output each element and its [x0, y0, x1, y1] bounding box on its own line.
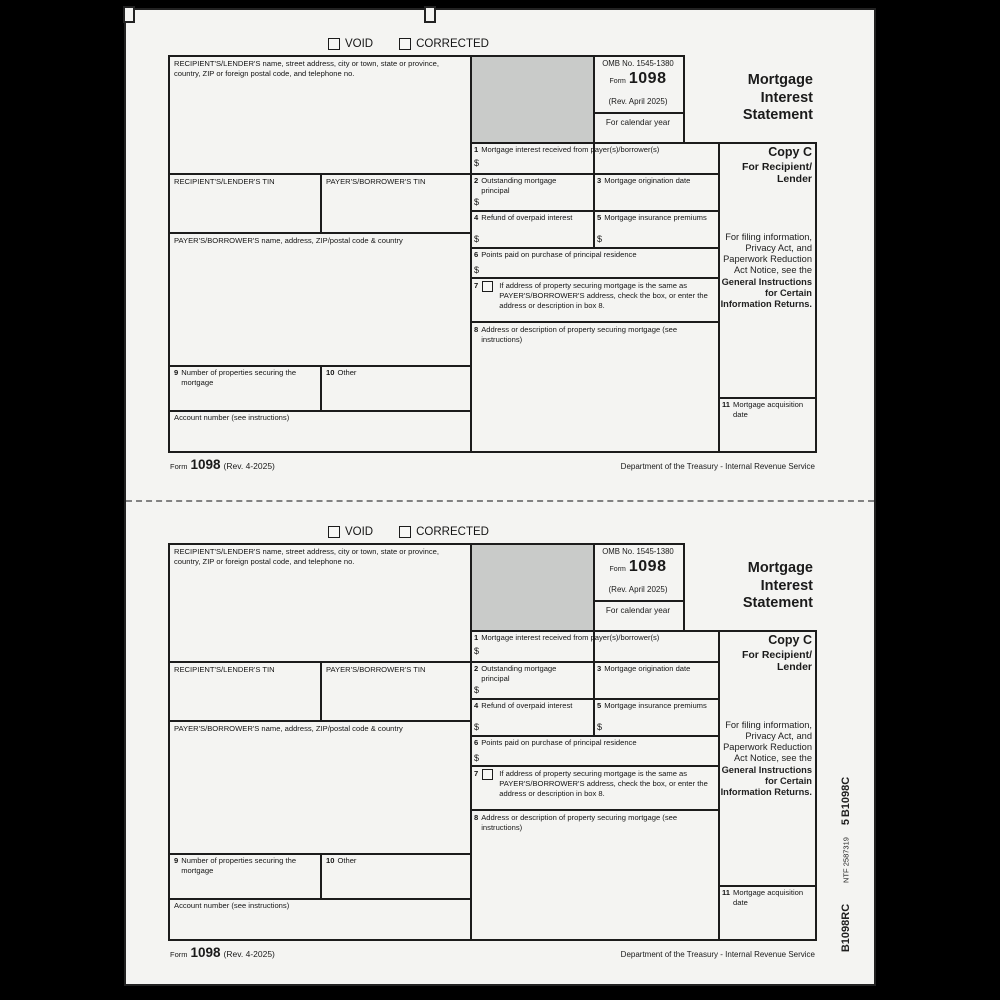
border-line — [168, 898, 472, 900]
payer-info-label: PAYER'S/BORROWER'S name, address, ZIP/postal code & country — [174, 236, 403, 245]
footer-form-id: Form 1098 (Rev. 4-2025) — [170, 945, 275, 960]
form-footer — [170, 944, 815, 962]
calendar-year-label: For calendar year — [605, 118, 671, 127]
void-label: VOID — [345, 38, 374, 50]
border-line — [718, 885, 817, 887]
calendar-year-label: For calendar year — [605, 606, 671, 615]
border-line — [683, 55, 685, 144]
box2-label: 2 Outstanding mortgage principal — [474, 176, 557, 195]
alignment-mark — [424, 6, 436, 23]
box2-dollar: $ — [474, 685, 480, 695]
recipient-tin-label: RECIPIENT'S/LENDER'S TIN — [174, 177, 275, 186]
void-corrected-row — [328, 38, 489, 50]
omb-number: OMB No. 1545-1380 — [602, 59, 674, 68]
box4-dollar: $ — [474, 234, 480, 244]
box10-label: 10 Other — [326, 368, 357, 377]
recipient-tin-label: RECIPIENT'S/LENDER'S TIN — [174, 665, 275, 674]
form-title: Mortgage Interest Statement — [742, 72, 813, 124]
box9-label: 9 Number of properties securing the mortgage — [174, 368, 297, 387]
treasury-label: Department of the Treasury - Internal Revenue Service — [620, 462, 815, 471]
box8-label: 8 Address or description of property securing mortgage (see instructions) — [474, 813, 678, 832]
account-number-label: Account number (see instructions) — [174, 901, 290, 910]
void-checkbox[interactable] — [328, 38, 340, 50]
border-line — [470, 277, 720, 279]
copy-designation — [720, 632, 812, 674]
payer-tin-label: PAYER'S/BORROWER'S TIN — [326, 665, 426, 674]
box6-dollar: $ — [474, 753, 480, 763]
border-line — [168, 232, 472, 234]
box6-dollar: $ — [474, 265, 480, 275]
revision-label: (Rev. April 2025) — [608, 97, 668, 106]
box8-label: 8 Address or description of property securing mortgage (see instructions) — [474, 325, 678, 344]
footer-form-id: Form 1098 (Rev. 4-2025) — [170, 457, 275, 472]
copy-for-line2: Lender — [776, 173, 812, 186]
border-line — [593, 112, 685, 114]
treasury-label: Department of the Treasury - Internal Revenue Service — [620, 950, 815, 959]
border-line — [168, 410, 472, 412]
perforation-line — [126, 500, 874, 502]
box4-dollar: $ — [474, 722, 480, 732]
copy-for-line1: For Recipient/ — [741, 160, 812, 173]
box7-checkbox[interactable] — [482, 769, 493, 780]
border-line — [168, 365, 472, 367]
box7-label: If address of property securing mortgage is the same as PAYER'S/BORROWER'S address, check the box, or enter the address or description in box 8. — [499, 769, 708, 798]
shaded-year-area — [472, 545, 593, 630]
box3-label: 3 Mortgage origination date — [597, 664, 691, 673]
border-line — [320, 365, 322, 412]
border-line — [168, 939, 817, 941]
box2-label: 2 Outstanding mortgage principal — [474, 664, 557, 683]
copy-for-line1: For Recipient/ — [741, 648, 812, 661]
border-line — [593, 600, 685, 602]
border-line — [168, 55, 685, 57]
border-line — [470, 735, 720, 737]
copy-designation — [720, 144, 812, 186]
box5-dollar: $ — [597, 722, 603, 732]
border-line — [168, 543, 685, 545]
omb-number: OMB No. 1545-1380 — [602, 547, 674, 556]
payer-info-label: PAYER'S/BORROWER'S name, address, ZIP/postal code & country — [174, 724, 403, 733]
border-line — [320, 661, 322, 722]
form-1098-copy-2 — [168, 526, 815, 960]
box11-label: 11 Mortgage acquisition date — [722, 400, 804, 419]
box7-label: If address of property securing mortgage is the same as PAYER'S/BORROWER'S address, check the box, or enter the address or description in box 8. — [499, 281, 708, 310]
box2-dollar: $ — [474, 197, 480, 207]
form-title: Mortgage Interest Statement — [742, 560, 813, 612]
box4-label: 4 Refund of overpaid interest — [474, 213, 573, 222]
copy-for-line2: Lender — [776, 661, 812, 674]
corrected-checkbox[interactable] — [399, 38, 411, 50]
border-line — [470, 247, 720, 249]
box9-label: 9 Number of properties securing the mortgage — [174, 856, 297, 875]
copy-c-label: Copy C — [768, 145, 812, 159]
void-label: VOID — [345, 526, 374, 538]
filing-instructions: For filing information, Privacy Act, and Paperwork Reduction Act Notice, see the General Instructions for Certain Information Returns. — [720, 232, 812, 309]
box7-row: 7 If address of property securing mortgage is the same as PAYER'S/BORROWER'S address, check the box, or enter the address or description in box 8. — [474, 769, 714, 799]
copy-c-label: Copy C — [768, 633, 812, 647]
box1-dollar: $ — [474, 646, 480, 656]
border-line — [470, 765, 720, 767]
border-line — [168, 55, 170, 453]
border-line — [470, 55, 472, 453]
account-number-label: Account number (see instructions) — [174, 413, 290, 422]
recipient-info-label: RECIPIENT'S/LENDER'S name, street address, city or town, state or province, country, ZIP or foreign postal code, and telephone no. — [174, 547, 439, 566]
shaded-year-area — [472, 57, 593, 142]
corrected-checkbox[interactable] — [399, 526, 411, 538]
border-line — [168, 720, 472, 722]
filing-instructions: For filing information, Privacy Act, and Paperwork Reduction Act Notice, see the General Instructions for Certain Information Returns. — [720, 720, 812, 797]
box1-label: 1 Mortgage interest received from payer(s)/borrower(s) — [474, 145, 660, 154]
border-line — [470, 698, 720, 700]
print-code-ntf: NTF 2587319 — [841, 837, 851, 883]
border-line — [470, 321, 720, 323]
print-code-5: 5 — [840, 818, 852, 826]
border-line — [168, 451, 817, 453]
border-line — [683, 543, 685, 632]
box6-label: 6 Points paid on purchase of principal residence — [474, 250, 637, 259]
box4-label: 4 Refund of overpaid interest — [474, 701, 573, 710]
box1-label: 1 Mortgage interest received from payer(s)/borrower(s) — [474, 633, 660, 642]
form-number-heading: Form 1098 — [609, 558, 667, 575]
border-line — [470, 543, 472, 941]
border-line — [815, 142, 817, 453]
border-line — [168, 173, 720, 175]
payer-tin-label: PAYER'S/BORROWER'S TIN — [326, 177, 426, 186]
box1-dollar: $ — [474, 158, 480, 168]
box3-label: 3 Mortgage origination date — [597, 176, 691, 185]
box5-dollar: $ — [597, 234, 603, 244]
recipient-info-label: RECIPIENT'S/LENDER'S name, street address, city or town, state or province, country, ZIP or foreign postal code, and telephone no. — [174, 59, 439, 78]
revision-label: (Rev. April 2025) — [608, 585, 668, 594]
border-line — [470, 210, 720, 212]
border-line — [815, 630, 817, 941]
void-corrected-row — [328, 526, 489, 538]
form-footer — [170, 456, 815, 474]
box5-label: 5 Mortgage insurance premiums — [597, 701, 707, 710]
void-checkbox[interactable] — [328, 526, 340, 538]
form-number-heading: Form 1098 — [609, 70, 667, 87]
border-line — [168, 543, 170, 941]
box5-label: 5 Mortgage insurance premiums — [597, 213, 707, 222]
box7-row: 7 If address of property securing mortgage is the same as PAYER'S/BORROWER'S address, check the box, or enter the address or description in box 8. — [474, 281, 714, 311]
print-code-b1098c: B1098C — [840, 776, 852, 818]
print-code-b1098rc: B1098RC — [840, 903, 852, 953]
border-line — [718, 397, 817, 399]
box7-checkbox[interactable] — [482, 281, 493, 292]
corrected-label: CORRECTED — [416, 38, 489, 50]
border-line — [320, 853, 322, 900]
box11-label: 11 Mortgage acquisition date — [722, 888, 804, 907]
border-line — [168, 853, 472, 855]
box10-label: 10 Other — [326, 856, 357, 865]
corrected-label: CORRECTED — [416, 526, 489, 538]
border-line — [320, 173, 322, 234]
border-line — [168, 661, 720, 663]
box6-label: 6 Points paid on purchase of principal residence — [474, 738, 637, 747]
alignment-mark — [123, 6, 135, 23]
form-1098-copy-1 — [168, 38, 815, 472]
border-line — [470, 809, 720, 811]
